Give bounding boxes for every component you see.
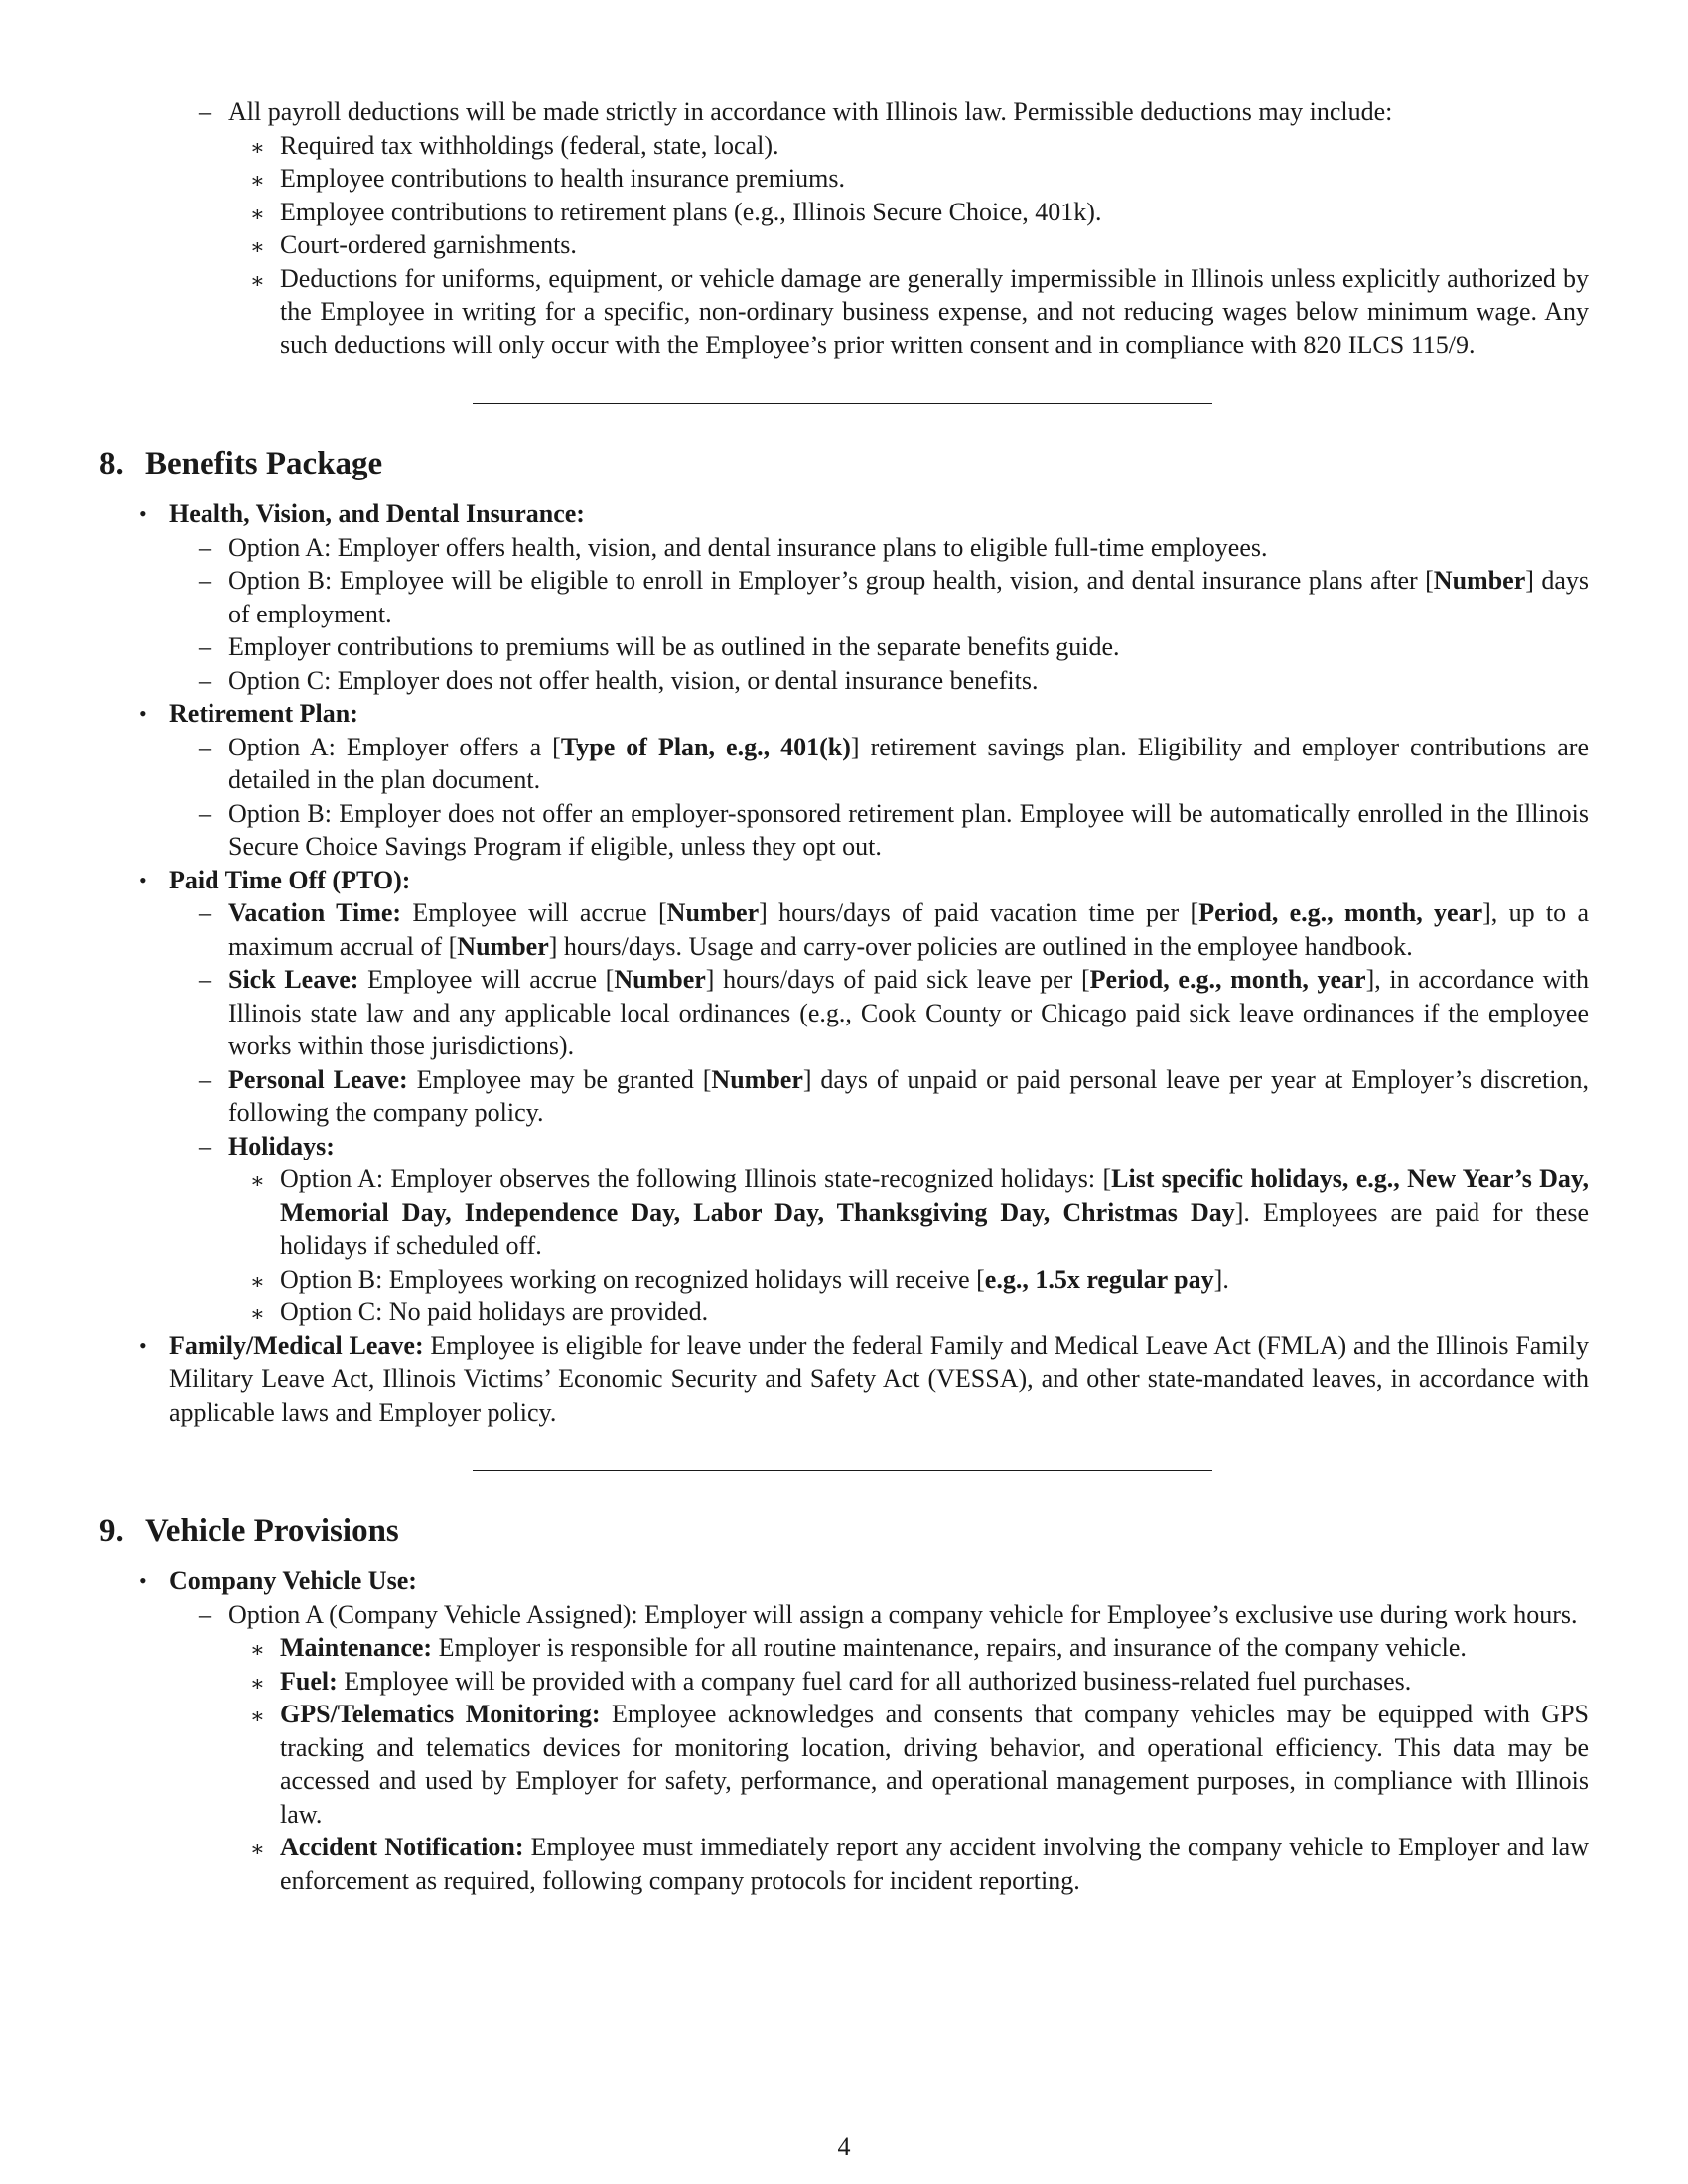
list-item bbox=[99, 228, 1589, 262]
list-item bbox=[99, 797, 1589, 864]
page-content bbox=[99, 95, 1589, 1897]
vehicle-maintenance: Maintenance: Employer is responsible for all routine maintenance, repairs, and insurance of the company vehicle. bbox=[280, 1633, 1467, 1662]
list-item-family-leave bbox=[99, 1329, 1589, 1430]
list-item bbox=[99, 1130, 1589, 1163]
dash-marker: – bbox=[199, 97, 211, 126]
payroll-intro: All payroll deductions will be made strictly in accordance with Illinois law. Permissible deductions may include: bbox=[228, 97, 1393, 126]
placeholder-field: Period, e.g., month, year bbox=[1198, 898, 1483, 927]
payroll-item: Court-ordered garnishments. bbox=[280, 230, 577, 259]
dash-marker: – bbox=[199, 798, 211, 828]
placeholder-field: e.g., 1.5x regular pay bbox=[984, 1264, 1214, 1294]
payroll-item: Employee contributions to health insurance premiums. bbox=[280, 164, 845, 193]
item-label: Company Vehicle Use: bbox=[169, 1567, 417, 1595]
bullet-marker: • bbox=[139, 1332, 147, 1358]
list-item bbox=[99, 564, 1589, 630]
list-item bbox=[99, 664, 1589, 698]
list-item bbox=[99, 896, 1589, 963]
holidays-option-c: Option C: No paid holidays are provided. bbox=[280, 1297, 709, 1326]
asterisk-marker: ∗ bbox=[250, 1637, 265, 1662]
item-label: Paid Time Off (PTO): bbox=[169, 865, 411, 894]
placeholder-field: Period, e.g., month, year bbox=[1089, 965, 1366, 994]
asterisk-marker: ∗ bbox=[250, 234, 265, 259]
list-item bbox=[99, 129, 1589, 163]
vehicle-option-a: Option A (Company Vehicle Assigned): Employer will assign a company vehicle for Employee’s exclusive use during work hours. bbox=[228, 1599, 1578, 1629]
dash-marker: – bbox=[199, 732, 211, 761]
vehicle-accident: Accident Notification: Employee must immediately report any accident involving the company vehicle to Employer and law enforcement as required, following company protocols for incident reporting. bbox=[280, 1833, 1589, 1895]
asterisk-marker: ∗ bbox=[250, 1168, 265, 1193]
list-item bbox=[99, 1831, 1589, 1897]
vehicle-gps: GPS/Telematics Monitoring: Employee acknowledges and consents that company vehicles may be equipped with GPS tracking and telematics devices for monitoring location, driving behavior, and operational efficiency. This data may be accessed and used by Employer for safety, performance, and operational management purposes, in compliance with Illinois law. bbox=[280, 1700, 1589, 1829]
placeholder-field: Number bbox=[614, 965, 706, 994]
section-number: 9. bbox=[99, 1513, 124, 1549]
list-item bbox=[99, 1063, 1589, 1130]
health-contributions: Employer contributions to premiums will be as outlined in the separate benefits guide. bbox=[228, 632, 1120, 661]
pto-vacation: Vacation Time: Employee will accrue [Number] hours/days of paid vacation time per [Period, e.g., month, year], up to a maximum accrual of [Number] hours/days. Usage and carry-over policies are outlined in the employee handbook. bbox=[228, 898, 1590, 961]
bullet-marker: • bbox=[139, 1569, 147, 1593]
list-item bbox=[99, 262, 1589, 362]
asterisk-marker: ∗ bbox=[250, 1670, 265, 1696]
section-divider bbox=[473, 1470, 1212, 1471]
bullet-marker: • bbox=[139, 701, 147, 726]
list-item bbox=[99, 630, 1589, 664]
dash-marker: – bbox=[199, 632, 211, 661]
payroll-item: Employee contributions to retirement plans (e.g., Illinois Secure Choice, 401k). bbox=[280, 197, 1102, 226]
asterisk-marker: ∗ bbox=[250, 1268, 265, 1294]
retirement-option-a: Option A: Employer offers a [Type of Plan, e.g., 401(k)] retirement savings plan. Eligibility and employer contributions are detailed in the plan document. bbox=[228, 732, 1590, 794]
list-item-health bbox=[99, 497, 1589, 531]
health-option-a: Option A: Employer offers health, vision, and dental insurance plans to eligible full-time employees. bbox=[228, 532, 1268, 562]
holidays-option-b: Option B: Employees working on recognized holidays will receive [e.g., 1.5x regular pay]. bbox=[280, 1264, 1229, 1294]
placeholder-field: Type of Plan, e.g., 401(k) bbox=[560, 732, 851, 761]
asterisk-marker: ∗ bbox=[250, 1704, 265, 1728]
dash-marker: – bbox=[199, 566, 211, 595]
dash-marker: – bbox=[199, 532, 211, 562]
section-title: Vehicle Provisions bbox=[145, 1513, 399, 1549]
placeholder-field: Number bbox=[1433, 566, 1526, 595]
list-item bbox=[99, 1698, 1589, 1831]
payroll-deductions-item bbox=[99, 95, 1589, 129]
section-heading-vehicle bbox=[99, 1511, 1589, 1551]
vehicle-fuel: Fuel: Employee will be provided with a company fuel card for all authorized business-related fuel purchases. bbox=[280, 1666, 1412, 1696]
item-label: Health, Vision, and Dental Insurance: bbox=[169, 499, 585, 528]
placeholder-field: Number bbox=[457, 931, 549, 961]
asterisk-marker: ∗ bbox=[250, 168, 265, 193]
item-label: Retirement Plan: bbox=[169, 699, 358, 728]
item-label: Holidays: bbox=[228, 1131, 335, 1160]
placeholder-field: Number bbox=[666, 898, 760, 927]
payroll-item: Deductions for uniforms, equipment, or vehicle damage are generally impermissible in Illinois unless explicitly authorized by the Employee in writing for a specific, non-ordinary business expense, and not reducing wages below minimum wage. Any such deductions will only occur with the Employee’s prior written consent and in compliance with 820 ILCS 115/9. bbox=[280, 263, 1589, 359]
list-item bbox=[99, 196, 1589, 229]
list-item bbox=[99, 1598, 1589, 1632]
list-item-vehicle bbox=[99, 1565, 1589, 1598]
placeholder-field: List specific holidays, e.g., New Year’s Day, Memorial Day, Independence Day, Labor Day, Thanksgiving Day, Christmas Day bbox=[280, 1164, 1589, 1227]
section-divider bbox=[473, 403, 1212, 404]
asterisk-marker: ∗ bbox=[250, 1837, 265, 1861]
asterisk-marker: ∗ bbox=[250, 1301, 265, 1326]
holidays-option-a: Option A: Employer observes the following Illinois state-recognized holidays: [List specific holidays, e.g., New Year’s Day, Memorial Day, Independence Day, Labor Day, Thanksgiving Day, Christmas Day]. Employees are paid for these holidays if scheduled off. bbox=[280, 1164, 1589, 1260]
asterisk-marker: ∗ bbox=[250, 267, 265, 293]
list-item bbox=[99, 531, 1589, 565]
bullet-marker: • bbox=[139, 501, 147, 526]
retirement-option-b: Option B: Employer does not offer an employer-sponsored retirement plan. Employee will be automatically enrolled in the Illinois Secure Choice Savings Program if eligible, unless they opt out. bbox=[228, 798, 1589, 861]
list-item bbox=[99, 963, 1589, 1063]
dash-marker: – bbox=[199, 965, 211, 994]
list-item bbox=[99, 731, 1589, 797]
page-number: 4 bbox=[837, 2132, 851, 2161]
list-item bbox=[99, 1263, 1589, 1297]
dash-marker: – bbox=[199, 898, 211, 927]
payroll-item: Required tax withholdings (federal, state, local). bbox=[280, 130, 779, 160]
health-option-c: Option C: Employer does not offer health, vision, or dental insurance benefits. bbox=[228, 665, 1039, 695]
section-heading-benefits bbox=[99, 444, 1589, 483]
asterisk-marker: ∗ bbox=[250, 134, 265, 160]
list-item bbox=[99, 1631, 1589, 1665]
list-item bbox=[99, 162, 1589, 196]
dash-marker: – bbox=[199, 1131, 211, 1160]
dash-marker: – bbox=[199, 1599, 211, 1629]
list-item bbox=[99, 1665, 1589, 1699]
list-item bbox=[99, 1296, 1589, 1329]
list-item-retirement bbox=[99, 697, 1589, 731]
list-item bbox=[99, 1162, 1589, 1263]
dash-marker: – bbox=[199, 1064, 211, 1094]
section-number: 8. bbox=[99, 446, 124, 481]
pto-sick: Sick Leave: Employee will accrue [Number] hours/days of paid sick leave per [Period, e.g., month, year], in accordance with Illinois state law and any applicable local ordinances (e.g., Cook County or Chicago paid sick leave ordinances if the employee works within those jurisdictions). bbox=[228, 965, 1589, 1060]
section-title: Benefits Package bbox=[145, 446, 383, 481]
pto-personal: Personal Leave: Employee may be granted [Number] days of unpaid or paid personal leave per year at Employer’s discretion, following the company policy. bbox=[228, 1064, 1589, 1127]
bullet-marker: • bbox=[139, 867, 147, 892]
family-leave-text: Family/Medical Leave: Employee is eligible for leave under the federal Family and Medical Leave Act (FMLA) and the Illinois Family Military Leave Act, Illinois Victims’ Economic Security and Safety Act (VESSA), and other state-mandated leaves, in accordance with applicable laws and Employer policy. bbox=[169, 1330, 1589, 1427]
placeholder-field: Number bbox=[711, 1064, 803, 1094]
dash-marker: – bbox=[199, 665, 211, 695]
list-item-pto bbox=[99, 864, 1589, 897]
health-option-b: Option B: Employee will be eligible to enroll in Employer’s group health, vision, and dental insurance plans after [Number] days of employment. bbox=[228, 566, 1590, 628]
asterisk-marker: ∗ bbox=[250, 201, 265, 226]
